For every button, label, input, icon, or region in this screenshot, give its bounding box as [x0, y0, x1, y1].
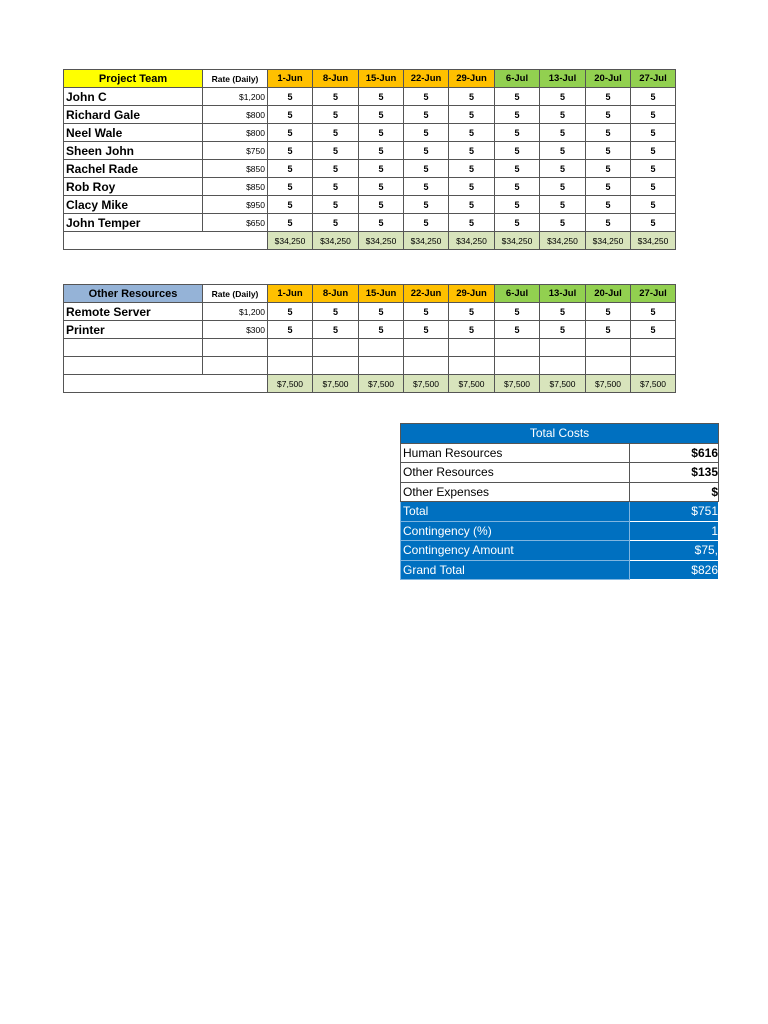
row-value[interactable]: 5 [540, 124, 586, 142]
total-value: $7,500 [313, 375, 359, 393]
row-value[interactable] [404, 357, 449, 375]
row-value[interactable] [586, 339, 631, 357]
row-value[interactable]: 5 [268, 88, 313, 106]
cost-row [401, 502, 719, 522]
total-value: $34,250 [631, 232, 676, 250]
row-value[interactable]: 5 [586, 88, 631, 106]
row-value[interactable]: 5 [449, 196, 495, 214]
other-resources-table [63, 284, 676, 393]
total-value: $34,250 [449, 232, 495, 250]
row-value[interactable]: 5 [268, 214, 313, 232]
header-row [64, 70, 676, 88]
total-value: $7,500 [631, 375, 676, 393]
row-value[interactable]: 5 [268, 160, 313, 178]
row-value[interactable] [540, 357, 586, 375]
table-row [64, 339, 676, 357]
row-value[interactable]: 5 [449, 106, 495, 124]
row-value[interactable]: 5 [631, 303, 676, 321]
row-name[interactable] [64, 339, 203, 357]
row-value[interactable] [313, 339, 359, 357]
row-value[interactable]: 5 [586, 106, 631, 124]
row-name[interactable]: Printer [64, 321, 203, 339]
table-row [64, 142, 676, 160]
row-rate[interactable] [203, 339, 268, 357]
row-value[interactable] [404, 339, 449, 357]
row-value[interactable] [313, 357, 359, 375]
row-name[interactable]: Rob Roy [64, 178, 203, 196]
row-value[interactable]: 5 [449, 303, 495, 321]
row-value[interactable]: 5 [495, 106, 540, 124]
row-value[interactable] [359, 357, 404, 375]
row-value[interactable]: 5 [404, 303, 449, 321]
row-value[interactable]: 5 [540, 214, 586, 232]
row-value[interactable] [631, 357, 676, 375]
row-value[interactable]: 5 [586, 196, 631, 214]
row-name[interactable]: Sheen John [64, 142, 203, 160]
cost-row [401, 463, 719, 483]
total-value: $7,500 [404, 375, 449, 393]
row-value[interactable]: 5 [631, 321, 676, 339]
row-rate[interactable]: $650 [203, 214, 268, 232]
project-team-table [63, 69, 676, 250]
row-name[interactable]: Richard Gale [64, 106, 203, 124]
row-value[interactable]: 5 [268, 178, 313, 196]
row-value[interactable]: 5 [404, 178, 449, 196]
row-value[interactable]: 5 [268, 142, 313, 160]
row-value[interactable]: 5 [495, 321, 540, 339]
row-value[interactable]: 5 [495, 196, 540, 214]
date-header: 13-Jul [540, 70, 586, 88]
row-value[interactable]: 5 [268, 321, 313, 339]
total-value: $34,250 [586, 232, 631, 250]
total-value: $34,250 [404, 232, 449, 250]
costs-title: Total Costs [401, 424, 719, 444]
cost-label[interactable]: Grand Total [401, 560, 630, 580]
totals-label-blank [64, 375, 268, 393]
row-value[interactable] [449, 339, 495, 357]
row-name[interactable]: Remote Server [64, 303, 203, 321]
total-value: $7,500 [586, 375, 631, 393]
row-name[interactable]: Clacy Mike [64, 196, 203, 214]
row-value[interactable]: 5 [495, 142, 540, 160]
row-value[interactable]: 5 [313, 106, 359, 124]
table-row [64, 106, 676, 124]
date-header: 20-Jul [586, 285, 631, 303]
rate-header: Rate (Daily) [203, 70, 268, 88]
cost-value[interactable]: $75, [630, 541, 719, 561]
row-value[interactable]: 5 [404, 321, 449, 339]
row-value[interactable]: 5 [268, 196, 313, 214]
date-header: 22-Jun [404, 285, 449, 303]
date-header: 27-Jul [631, 70, 676, 88]
cost-label[interactable]: Other Resources [401, 463, 630, 483]
row-value[interactable]: 5 [449, 321, 495, 339]
date-header: 20-Jul [586, 70, 631, 88]
row-value[interactable]: 5 [359, 124, 404, 142]
cost-value[interactable]: $751 [630, 502, 719, 522]
row-rate[interactable]: $300 [203, 321, 268, 339]
row-value[interactable]: 5 [313, 178, 359, 196]
row-value[interactable]: 5 [359, 160, 404, 178]
row-value[interactable]: 5 [631, 214, 676, 232]
row-value[interactable]: 5 [495, 303, 540, 321]
row-value[interactable]: 5 [404, 196, 449, 214]
row-value[interactable]: 5 [359, 178, 404, 196]
row-name[interactable] [64, 357, 203, 375]
row-value[interactable] [540, 339, 586, 357]
table-row [64, 124, 676, 142]
row-value[interactable]: 5 [449, 142, 495, 160]
row-value[interactable]: 5 [313, 88, 359, 106]
cost-row [401, 443, 719, 463]
cost-label[interactable]: Contingency Amount [401, 541, 630, 561]
cost-value[interactable]: $616 [630, 443, 719, 463]
row-value[interactable] [268, 357, 313, 375]
totals-row [64, 375, 676, 393]
row-value[interactable]: 5 [586, 178, 631, 196]
row-value[interactable]: 5 [540, 88, 586, 106]
row-value[interactable] [495, 357, 540, 375]
table-row [64, 214, 676, 232]
row-value[interactable]: 5 [495, 88, 540, 106]
cost-value[interactable]: $135 [630, 463, 719, 483]
row-name[interactable]: John C [64, 88, 203, 106]
row-value[interactable]: 5 [540, 106, 586, 124]
row-value[interactable]: 5 [359, 88, 404, 106]
row-value[interactable]: 5 [495, 214, 540, 232]
row-rate[interactable]: $950 [203, 196, 268, 214]
row-value[interactable]: 5 [313, 160, 359, 178]
date-header: 6-Jul [495, 70, 540, 88]
row-value[interactable]: 5 [404, 142, 449, 160]
date-header: 29-Jun [449, 285, 495, 303]
rate-header: Rate (Daily) [203, 285, 268, 303]
row-rate[interactable]: $850 [203, 160, 268, 178]
row-value[interactable]: 5 [313, 303, 359, 321]
date-header: 1-Jun [268, 285, 313, 303]
row-value[interactable]: 5 [359, 321, 404, 339]
cost-label[interactable]: Total [401, 502, 630, 522]
row-rate[interactable]: $750 [203, 142, 268, 160]
total-value: $7,500 [540, 375, 586, 393]
row-value[interactable]: 5 [586, 321, 631, 339]
date-header: 6-Jul [495, 285, 540, 303]
row-value[interactable]: 5 [359, 214, 404, 232]
cost-label[interactable]: Other Expenses [401, 482, 630, 502]
date-header: 13-Jul [540, 285, 586, 303]
row-value[interactable]: 5 [586, 303, 631, 321]
total-value: $34,250 [313, 232, 359, 250]
table-row [64, 178, 676, 196]
table-row [64, 321, 676, 339]
total-value: $7,500 [268, 375, 313, 393]
row-value[interactable] [495, 339, 540, 357]
table-row [64, 160, 676, 178]
date-header: 8-Jun [313, 285, 359, 303]
row-rate[interactable]: $850 [203, 178, 268, 196]
total-value: $34,250 [540, 232, 586, 250]
total-value: $7,500 [359, 375, 404, 393]
row-rate[interactable]: $800 [203, 124, 268, 142]
row-value[interactable]: 5 [268, 303, 313, 321]
row-value[interactable]: 5 [268, 106, 313, 124]
row-value[interactable]: 5 [359, 106, 404, 124]
total-value: $34,250 [495, 232, 540, 250]
total-value: $34,250 [359, 232, 404, 250]
row-value[interactable]: 5 [586, 160, 631, 178]
totals-row [64, 232, 676, 250]
row-value[interactable] [631, 339, 676, 357]
row-value[interactable]: 5 [540, 303, 586, 321]
row-name[interactable]: John Temper [64, 214, 203, 232]
row-value[interactable]: 5 [359, 142, 404, 160]
row-value[interactable]: 5 [495, 124, 540, 142]
table-row [64, 357, 676, 375]
row-value[interactable]: 5 [540, 321, 586, 339]
date-header: 29-Jun [449, 70, 495, 88]
row-value[interactable]: 5 [631, 124, 676, 142]
cost-label[interactable]: Human Resources [401, 443, 630, 463]
row-value[interactable]: 5 [404, 214, 449, 232]
row-rate[interactable]: $800 [203, 106, 268, 124]
row-value[interactable] [359, 339, 404, 357]
row-value[interactable] [268, 339, 313, 357]
date-header: 8-Jun [313, 70, 359, 88]
date-header: 1-Jun [268, 70, 313, 88]
row-value[interactable] [449, 357, 495, 375]
cost-value[interactable]: $826 [630, 560, 719, 580]
row-name[interactable]: Neel Wale [64, 124, 203, 142]
cost-value[interactable]: $ [630, 482, 719, 502]
row-value[interactable]: 5 [404, 88, 449, 106]
row-value[interactable]: 5 [631, 196, 676, 214]
row-value[interactable]: 5 [404, 106, 449, 124]
cost-row [401, 560, 719, 580]
table-row [64, 196, 676, 214]
row-value[interactable]: 5 [313, 214, 359, 232]
row-value[interactable]: 5 [313, 321, 359, 339]
row-value[interactable]: 5 [359, 303, 404, 321]
costs-header-row [401, 424, 719, 444]
row-rate[interactable]: $1,200 [203, 88, 268, 106]
row-rate[interactable] [203, 357, 268, 375]
cost-value[interactable]: 1 [630, 521, 719, 541]
row-name[interactable]: Rachel Rade [64, 160, 203, 178]
row-value[interactable]: 5 [586, 142, 631, 160]
total-costs-table [400, 423, 719, 580]
row-value[interactable]: 5 [631, 88, 676, 106]
table-row [64, 88, 676, 106]
row-value[interactable]: 5 [495, 178, 540, 196]
cost-row [401, 482, 719, 502]
row-value[interactable]: 5 [404, 160, 449, 178]
cost-row [401, 521, 719, 541]
total-value: $7,500 [449, 375, 495, 393]
row-value[interactable]: 5 [313, 196, 359, 214]
row-value[interactable]: 5 [540, 160, 586, 178]
totals-label-blank [64, 232, 268, 250]
cost-row [401, 541, 719, 561]
row-value[interactable]: 5 [586, 214, 631, 232]
row-rate[interactable]: $1,200 [203, 303, 268, 321]
date-header: 15-Jun [359, 70, 404, 88]
date-header: 15-Jun [359, 285, 404, 303]
total-value: $34,250 [268, 232, 313, 250]
date-header: 22-Jun [404, 70, 449, 88]
row-value[interactable]: 5 [313, 142, 359, 160]
row-value[interactable]: 5 [495, 160, 540, 178]
row-value[interactable]: 5 [268, 124, 313, 142]
table-title: Project Team [64, 70, 203, 88]
row-value[interactable]: 5 [359, 196, 404, 214]
row-value[interactable]: 5 [404, 124, 449, 142]
row-value[interactable]: 5 [449, 160, 495, 178]
row-value[interactable]: 5 [540, 142, 586, 160]
row-value[interactable]: 5 [449, 178, 495, 196]
row-value[interactable] [586, 357, 631, 375]
row-value[interactable]: 5 [449, 88, 495, 106]
row-value[interactable]: 5 [631, 142, 676, 160]
row-value[interactable]: 5 [631, 178, 676, 196]
row-value[interactable]: 5 [540, 178, 586, 196]
row-value[interactable]: 5 [631, 160, 676, 178]
row-value[interactable]: 5 [449, 124, 495, 142]
cost-label[interactable]: Contingency (%) [401, 521, 630, 541]
row-value[interactable]: 5 [449, 214, 495, 232]
row-value[interactable]: 5 [631, 106, 676, 124]
row-value[interactable]: 5 [540, 196, 586, 214]
header-row [64, 285, 676, 303]
row-value[interactable]: 5 [313, 124, 359, 142]
total-value: $7,500 [495, 375, 540, 393]
table-title: Other Resources [64, 285, 203, 303]
row-value[interactable]: 5 [586, 124, 631, 142]
date-header: 27-Jul [631, 285, 676, 303]
table-row [64, 303, 676, 321]
